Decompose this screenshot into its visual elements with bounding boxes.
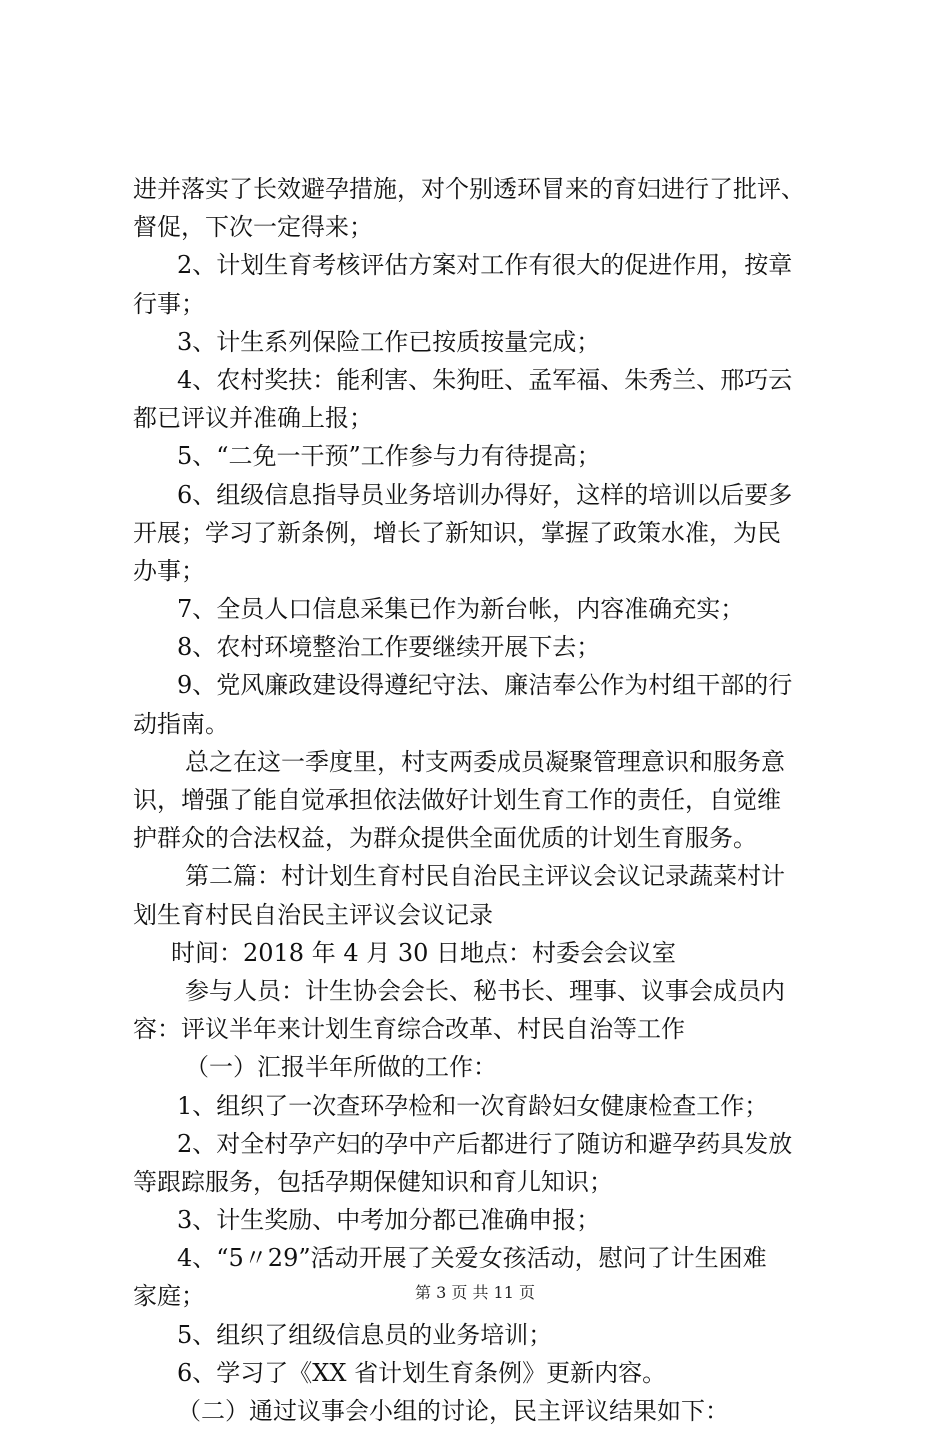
text-line: 识，增强了能自觉承担依法做好计划生育工作的责任，自觉维 [133, 786, 781, 814]
subsection-heading-2: （二）通过议事会小组的讨论，民主评议结果如下： [177, 1397, 729, 1425]
text-line: 办事； [133, 556, 205, 585]
report-item-5: 5、组织了组级信息员的业务培训； [177, 1320, 553, 1349]
text-line: 划生育村民自治民主评议会议记录 [133, 900, 493, 929]
report-item-1: 1、组织了一次查环孕检和一次育龄妇女健康检查工作； [177, 1091, 769, 1120]
summary-paragraph: 总之在这一季度里，村支两委成员凝聚管理意识和服务意 [185, 747, 785, 776]
text-line: 都已评议并准确上报； [133, 404, 373, 433]
list-item-6: 6、组级信息指导员业务培训办得好，这样的培训以后要多 [177, 480, 793, 509]
section-heading: 第二篇：村计划生育村民自治民主评议会议记录蔬菜村计 [185, 862, 785, 891]
list-item-3: 3、计生系列保险工作已按质按量完成； [177, 327, 601, 356]
list-item-7: 7、全员人口信息采集已作为新台帐，内容准确充实； [177, 595, 745, 624]
report-item-3: 3、计生奖励、中考加分都已准确申报； [177, 1206, 601, 1235]
text-line: 开展；学习了新条例，增长了新知识，掌握了政策水准，为民 [133, 518, 781, 547]
page-footer: 第 3 页 共 11 页 [415, 1283, 535, 1302]
meeting-time: 时间：2018 年 4 月 30 日地点：村委会会议室 [171, 938, 677, 967]
participants: 参与人员：计生协会会长、秘书长、理事、议事会成员内 [185, 976, 785, 1005]
text-line: 行事； [133, 289, 205, 318]
text-line: 进并落实了长效避孕措施，对个别透环冒来的育妇进行了批评、 [133, 175, 805, 203]
report-item-6: 6、学习了《XX 省计划生育条例》更新内容。 [177, 1358, 667, 1387]
list-item-8: 8、农村环境整治工作要继续开展下去； [177, 633, 601, 662]
text-line: 容：评议半年来计划生育综合改革、村民自治等工作 [133, 1015, 685, 1044]
text-line: 动指南。 [133, 709, 229, 738]
subsection-heading-1: （一）汇报半年所做的工作： [185, 1053, 497, 1082]
text-line: 督促，下次一定得来； [133, 213, 373, 242]
document-body [133, 170, 833, 1430]
list-item-4: 4、农村奖扶：能利害、朱狗旺、孟军福、朱秀兰、邢巧云 [177, 365, 793, 394]
report-item-4: 4、“5〃29”活动开展了关爱女孩活动，慰问了计生困难 [177, 1244, 767, 1273]
list-item-9: 9、党风廉政建设得遵纪守法、廉洁奉公作为村组干部的行 [177, 671, 793, 700]
list-item-2: 2、计划生育考核评估方案对工作有很大的促进作用，按章 [177, 251, 793, 280]
list-item-5: 5、“二免一干预”工作参与力有待提高； [177, 442, 601, 471]
text-line: 护群众的合法权益，为群众提供全面优质的计划生育服务。 [133, 824, 757, 853]
text-line: 等跟踪服务，包括孕期保健知识和育儿知识； [133, 1167, 613, 1196]
text-line: 家庭； [133, 1282, 205, 1311]
report-item-2: 2、对全村孕产妇的孕中产后都进行了随访和避孕药具发放 [177, 1129, 793, 1158]
